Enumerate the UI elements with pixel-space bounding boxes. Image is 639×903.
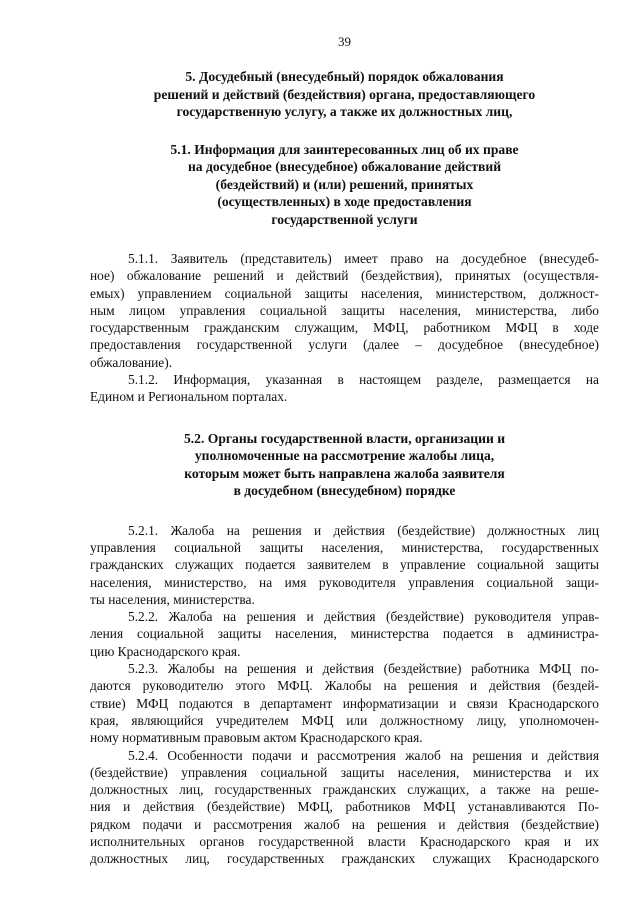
paragraph-5-2-1 [90, 522, 599, 608]
paragraph-line: ты населения, министерства. [90, 591, 255, 607]
paragraph-line: обжалование). [90, 354, 173, 370]
paragraph-line: исполнительных органов государственной власти Краснодарского края и их [90, 834, 599, 850]
paragraph-line: 5.1.1. Заявитель (представитель) имеет право на досудебное (внесудеб- [128, 251, 599, 266]
section-5-2-title [90, 430, 599, 500]
paragraph-line: ному нормативным правовым актом Краснодарского края. [90, 730, 423, 746]
section-5-1-title [90, 141, 599, 229]
paragraph-line: Едином и Региональном порталах. [90, 389, 288, 405]
paragraph-5-1-2 [90, 371, 599, 406]
paragraph-line: гражданских служащих подается заявителем в управление социальной защиты [90, 557, 599, 573]
paragraph-line: емых) управлением социальной защиты населения, министерством, должност- [90, 285, 599, 301]
section-5-title-line: государственную услугу, а также их должностных лиц, [176, 104, 513, 119]
section-5-2-title-line: уполномоченные на рассмотрение жалобы лица, [194, 448, 495, 464]
section-5-2-title-line: которым может быть направлена жалоба заявителя [184, 465, 505, 481]
paragraph-line: предоставления государственной услуги (далее – досудебное (внесудебное) [90, 337, 599, 353]
paragraph-line: цию Краснодарского края. [90, 643, 241, 659]
section-5-title-line: 5. Досудебный (внесудебный) порядок обжалования [185, 69, 504, 84]
section-5-2-title-line: в досудебном (внесудебном) порядке [233, 483, 456, 499]
paragraph-line: ное) обжалование решений и действий (бездействия), принятых (осуществля- [90, 268, 599, 284]
paragraph-5-2-2 [90, 608, 599, 660]
paragraph-line: управления социальной защиты населения, министерства, государственных [90, 539, 599, 555]
section-5-1-title-line: (бездействий) и (или) решений, принятых [215, 176, 474, 192]
paragraph-line: 5.2.3. Жалобы на решения и действия (бездействие) работника МФЦ по- [128, 661, 599, 677]
paragraph-5-2-4 [90, 747, 599, 868]
paragraph-line: ным лицом управления социальной защиты населения, министерства, либо [90, 302, 599, 318]
paragraph-line: должностных лиц, государственных гражданских служащих Краснодарского [90, 851, 599, 867]
section-5-1-title-line: государственной услуги [271, 211, 418, 227]
paragraph-line: ления социальной защиты населения, министерства подается в администра- [90, 626, 599, 642]
section-5-1-title-line: 5.1. Информация для заинтересованных лиц об их праве [170, 141, 519, 157]
paragraph-line: 5.2.2. Жалоба на решения и действия (бездействие) руководителя управ- [128, 609, 599, 625]
paragraph-line: (бездействие) управления социальной защиты населения, министерства и их [90, 764, 599, 780]
paragraph-line: государственным гражданским служащим, МФЦ, работником МФЦ в ходе [90, 320, 599, 336]
section-5-1-title-line: (осуществленных) в ходе предоставления [217, 194, 472, 209]
section-5-1-title-line: на досудебное (внесудебное) обжалование действий [187, 159, 502, 174]
section-5-title [90, 68, 599, 121]
paragraph-5-1-1 [90, 250, 599, 371]
section-5-2-title-line: 5.2. Органы государственной власти, организации и [183, 430, 506, 446]
paragraph-line: ствие) МФЦ подаются в департамент информатизации и связи Краснодарского [90, 695, 599, 711]
paragraph-line: 5.2.4. Особенности подачи и рассмотрения жалоб на решения и действия [128, 747, 599, 763]
paragraph-line: населения, министерство, на имя руководителя управления социальной защи- [90, 574, 599, 590]
paragraph-line: 5.2.1. Жалоба на решения и действия (бездействие) должностных лиц [128, 522, 599, 538]
paragraph-5-2-3 [90, 660, 599, 746]
page-number: 39 [338, 34, 351, 49]
paragraph-line: края, являющийся учредителем МФЦ или должностному лицу, уполномочен- [90, 712, 599, 728]
paragraph-line: рядком подачи и рассмотрения жалоб на решения и действия (бездействие) [90, 816, 599, 832]
paragraph-line: даются руководителю этого МФЦ. Жалобы на решения и действия (бездей- [90, 678, 599, 694]
paragraph-line: ния и действия (бездействие) МФЦ, работников МФЦ устанавливаются По- [90, 799, 599, 815]
paragraph-line: должностных лиц, государственных гражданских служащих, а также на реше- [90, 782, 599, 798]
section-5-title-line: решений и действий (бездействия) органа, предоставляющего [153, 86, 536, 102]
paragraph-line: 5.1.2. Информация, указанная в настоящем разделе, размещается на [128, 372, 599, 388]
